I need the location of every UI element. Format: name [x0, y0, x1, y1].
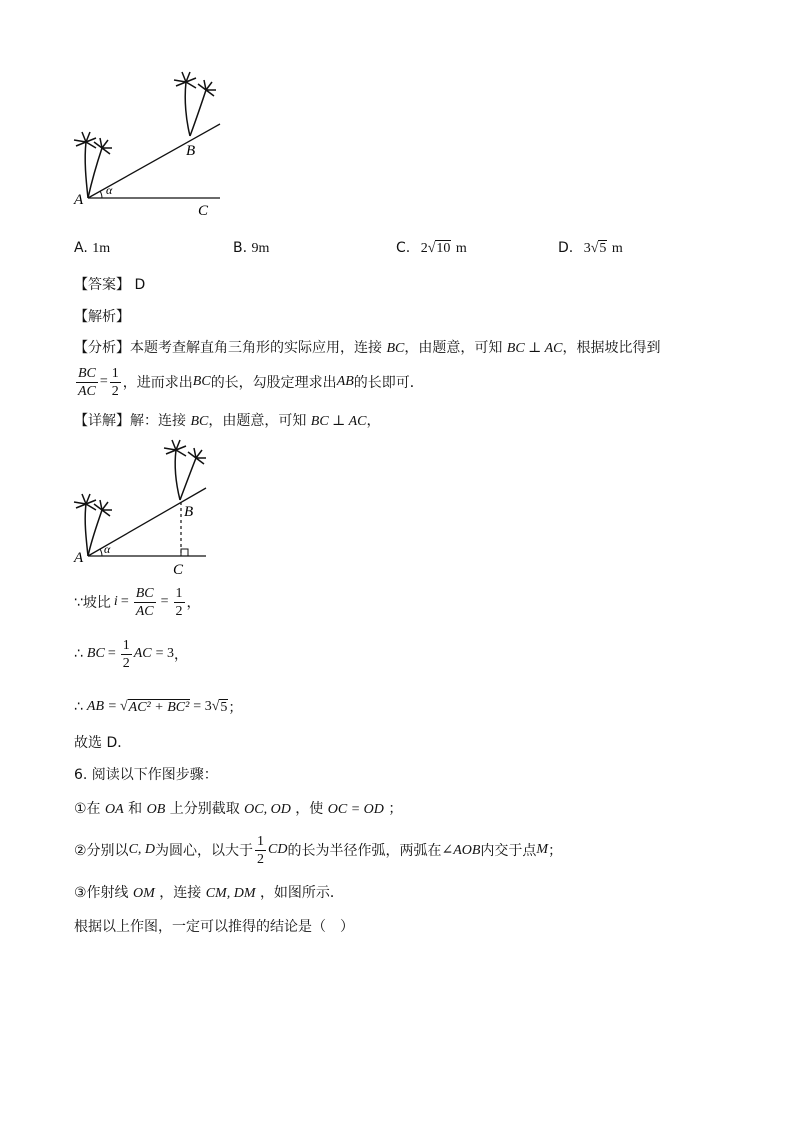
fenxi-tag: 【分析】: [74, 340, 130, 356]
angle-arc: [100, 549, 102, 556]
fenxi-bc2: BC: [192, 374, 211, 389]
q6-s1-b: 和: [128, 801, 143, 817]
q6-ocod: OC, OD: [244, 802, 291, 817]
q6-title: 6. 阅读以下作图步骤：: [74, 767, 218, 783]
fenxi-line-1: [74, 337, 661, 359]
step-2: [74, 634, 188, 674]
label-alpha: α: [104, 542, 111, 556]
option-b: [233, 240, 269, 257]
fenxi-perp: BC ⊥ AC: [506, 341, 563, 356]
option-c-radicand: 10: [436, 241, 451, 256]
step-2-rhs: AC: [133, 646, 152, 661]
step-2-end: ，: [174, 647, 189, 663]
q6-s3-a: ③作射线: [74, 885, 129, 901]
step-1-den: AC: [135, 603, 154, 619]
step-2-hd: 2: [122, 655, 130, 671]
option-a-letter: A.: [74, 240, 88, 256]
q6-oceq: OC = OD: [327, 802, 384, 817]
q6-ob: OB: [146, 802, 166, 817]
step-1-half: [174, 585, 185, 620]
xiangjie-bc: BC: [190, 414, 209, 429]
option-a: [74, 240, 110, 257]
step-1-eq1: =: [120, 594, 129, 609]
fenxi-half-den: 2: [111, 383, 119, 399]
label-c: C: [198, 203, 209, 219]
xiangjie-tag: 【详解】: [74, 413, 130, 429]
xiangjie-text-1: 解：连接: [130, 413, 186, 429]
fenxi-eq: =: [99, 374, 108, 389]
q6-s2-b: 为圆心，以大于: [155, 843, 254, 859]
fenxi-ab: AB: [336, 374, 354, 389]
right-angle-mark: [181, 549, 188, 556]
analysis-tag: 【解析】: [74, 309, 130, 325]
q6-s1-a: ①在: [74, 801, 101, 817]
step-1-end: ，: [186, 595, 201, 611]
fenxi-line-2: [74, 362, 424, 402]
q6-s2-e: ；: [548, 843, 563, 859]
step-1: [74, 582, 201, 622]
q6-question: 根据以上作图，一定可以推得的结论是（ ）: [74, 919, 354, 935]
q6-oa: OA: [105, 802, 124, 817]
q6-step-3: [74, 882, 344, 904]
q6-half: [255, 833, 266, 868]
step-3-end: ；: [228, 700, 243, 716]
option-d-radicand: 5: [599, 241, 607, 256]
option-a-value: 1m: [92, 241, 111, 256]
q6-cd: C, D: [128, 842, 156, 857]
q6-s1-c: 上分别截取: [169, 801, 240, 817]
fenxi-text-4: ，进而求出: [122, 375, 193, 391]
step-2-result: = 3: [155, 646, 175, 661]
step-2-hn: 1: [122, 637, 130, 653]
label-alpha: α: [106, 183, 113, 197]
step-3: ∴ AB = √ AC² + BC² = 3 √ 5 ；: [74, 699, 243, 716]
label-a: A: [74, 550, 84, 566]
answer-line: [74, 274, 145, 296]
fenxi-text-3: ，根据坡比得到: [562, 340, 661, 356]
q6-s2-d: 内交于点: [480, 843, 537, 859]
fenxi-bc: BC: [386, 341, 405, 356]
option-d-coef: 3: [583, 241, 591, 256]
step-3-lhs: AB =: [86, 699, 117, 714]
fenxi-text-1: 本题考查解直角三角形的实际应用，连接: [130, 340, 382, 356]
option-c-unit: m: [455, 241, 467, 256]
q6-cd2: CD: [268, 842, 288, 857]
xiangjie-perp: BC ⊥ AC: [310, 414, 367, 429]
option-c-letter: C.: [396, 240, 411, 256]
fenxi-frac-num: BC: [78, 365, 96, 381]
step-1-eq2: =: [160, 594, 169, 609]
figure-1: [60, 60, 240, 225]
option-d: D. 3√5 m: [558, 240, 623, 256]
label-a: A: [74, 192, 84, 208]
step-1-num: BC: [135, 585, 154, 601]
fenxi-text-6: 的长即可．: [353, 375, 424, 391]
q6-hd: 2: [257, 851, 265, 867]
step-3-eq: = 3: [193, 699, 212, 714]
step-1-i: i: [113, 594, 118, 609]
xiangjie-text-2: ，由题意，可知: [208, 413, 307, 429]
step-2-eq: =: [107, 646, 116, 661]
fenxi-text-5: 的长，勾股定理求出: [210, 375, 337, 391]
q6-om: OM: [133, 886, 155, 901]
step-1-hd: 2: [175, 603, 183, 619]
xiangjie-line: [74, 410, 381, 432]
label-c: C: [173, 562, 184, 578]
q6-cmdm: CM, DM: [205, 886, 256, 901]
option-d-letter: D.: [558, 240, 574, 256]
option-c: C. 2√10 m: [396, 240, 467, 256]
option-c-coef: 2: [420, 241, 428, 256]
q6-s3-c: ，如图所示．: [259, 885, 344, 901]
angle-arc: [100, 191, 102, 198]
label-b: B: [184, 504, 194, 520]
fenxi-half: [110, 365, 121, 400]
q6-m: M: [536, 842, 549, 857]
label-b: B: [186, 143, 196, 159]
q6-s3-b: ，连接: [159, 885, 202, 901]
conclusion: 故选 D．: [74, 735, 132, 751]
step-2-therefore: ∴: [74, 646, 83, 662]
option-b-value: 9m: [251, 241, 270, 256]
fenxi-text-2: ，由题意，可知: [404, 340, 503, 356]
step-1-frac: [134, 585, 156, 620]
q6-hn: 1: [257, 833, 265, 849]
step-2-lhs: BC: [86, 646, 105, 661]
step-1-hn: 1: [175, 585, 183, 601]
palm-tree-right-icon: [174, 72, 216, 136]
q6-step-2: [74, 830, 562, 870]
step-3-rad2: 5: [220, 699, 228, 715]
xiangjie-text-3: ，: [366, 413, 381, 429]
figure-2: [60, 438, 220, 580]
q6-s2-a: ②分别以: [74, 843, 129, 859]
option-b-letter: B.: [233, 240, 248, 256]
step-3-therefore: ∴: [74, 699, 83, 715]
fenxi-half-num: 1: [111, 365, 119, 381]
option-d-unit: m: [611, 241, 623, 256]
q6-s2-c: 的长为半径作弧，两弧在: [287, 843, 442, 859]
fenxi-fraction: [76, 365, 98, 400]
q6-step-1: [74, 798, 402, 820]
q6-s1-d: ，使: [295, 801, 324, 817]
step-2-half: [121, 637, 132, 672]
q6-angle: ∠AOB: [441, 842, 481, 858]
q6-s1-e: ；: [388, 801, 403, 817]
step-1-because: ∵坡比: [74, 595, 111, 611]
answer-value: D: [134, 277, 146, 293]
step-3-radicand: AC² + BC²: [128, 699, 190, 715]
fenxi-frac-den: AC: [78, 383, 96, 399]
answer-tag: 【答案】: [74, 277, 130, 293]
